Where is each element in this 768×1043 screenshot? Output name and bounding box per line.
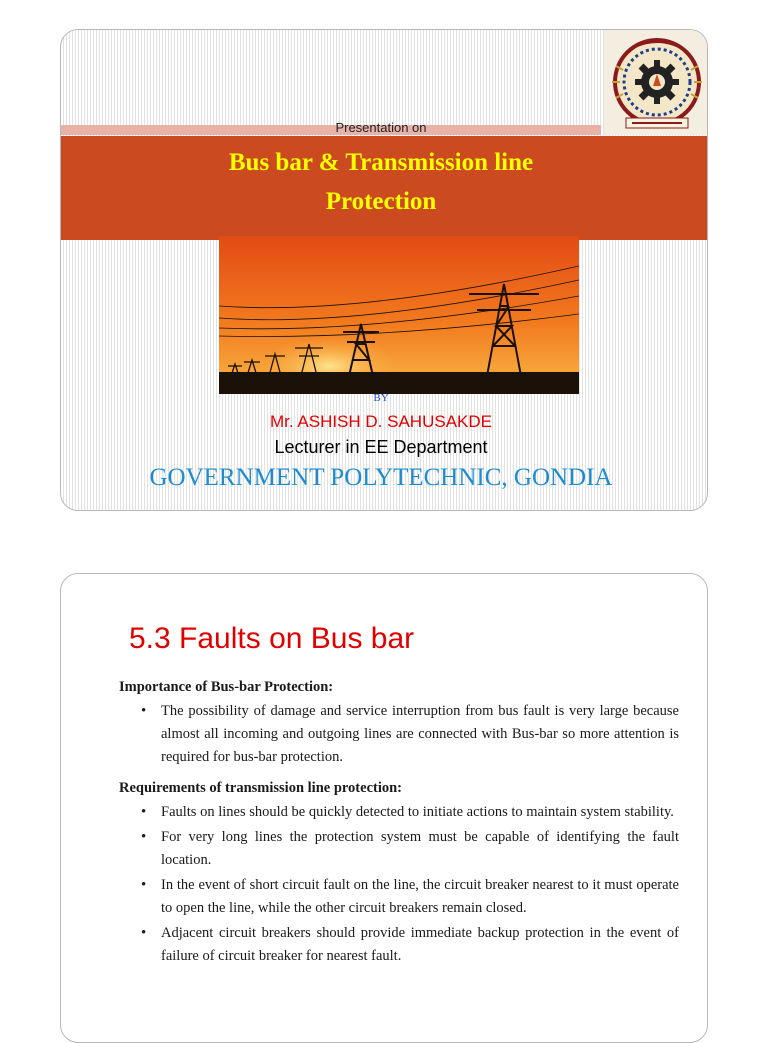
presentation-title [61, 143, 701, 221]
institute-logo [604, 30, 708, 135]
list-item: • For very long lines the protection system must be capable of identifying the fault location. [119, 826, 679, 872]
by-label: BY [373, 392, 389, 404]
presenter-role: Lecturer in EE Department [274, 437, 488, 457]
section-heading: Importance of Bus-bar Protection: [119, 679, 334, 695]
transmission-tower-photo [219, 236, 579, 394]
bullet-list [119, 700, 679, 769]
title-slide [60, 29, 708, 511]
presentation-subtitle: Presentation on [335, 120, 427, 135]
college-name: GOVERNMENT POLYTECHNIC, GONDIA [149, 464, 613, 491]
title-line-2: Protection [325, 188, 437, 215]
gear-emblem-icon [604, 30, 708, 135]
slide-title: 5.3 Faults on Bus bar [129, 622, 415, 655]
list-item: • Adjacent circuit breakers should provide immediate backup protection in the event of failure of circuit breaker for nearest fault. [119, 922, 679, 968]
list-item: • The possibility of damage and service interruption from bus fault is very large because almost all incoming and outgoing lines are connected with Bus-bar so more attention is required for bus-bar protection. [119, 700, 679, 769]
presenter-name: Mr. ASHISH D. SAHUSAKDE [270, 412, 492, 431]
bullet-list [119, 801, 679, 968]
title-line-1: Bus bar & Transmission line [228, 149, 534, 176]
list-item: • In the event of short circuit fault on the line, the circuit breaker nearest to it must operate to open the line, while the other circuit breakers remain closed. [119, 874, 679, 920]
list-item: • Faults on lines should be quickly detected to initiate actions to maintain system stability. [119, 801, 679, 824]
section-heading: Requirements of transmission line protection: [119, 780, 403, 796]
content-slide [60, 573, 708, 1043]
scanned-notes [119, 674, 679, 974]
